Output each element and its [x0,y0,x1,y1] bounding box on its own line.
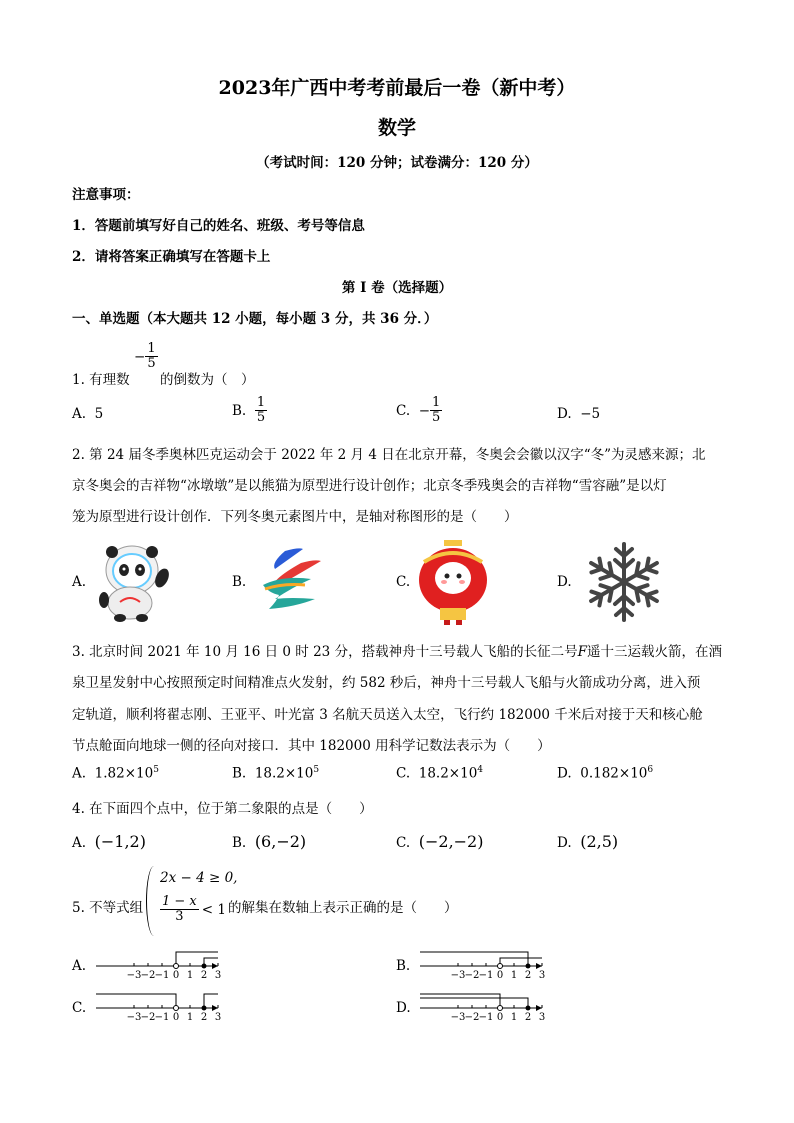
q3-option-d[interactable] [557,765,653,782]
solution-ray [96,994,176,1008]
tick-label: 3 [214,970,222,981]
q3-line-1-b: 遥十三运载火箭，在酒 [586,644,722,660]
part-title: 第 I 卷（选择题） [341,280,453,296]
q2-line-2: 京冬奥会的吉祥物“冰墩墩”是以熊猫为原型进行设计创作；北京冬季残奥会的吉祥物“雪容融”是以灯 [72,478,667,494]
q5-suffix: 的解集在数轴上表示正确的是（ ） [228,900,458,916]
q2-option-b-label[interactable]: B. [232,574,247,590]
q1-option-c-sign: − [418,402,431,419]
q4-option-b-label: B. [232,835,247,851]
notes-heading: 注意事项： [72,187,140,203]
q3-option-a-mantissa: 1.82×10 [94,765,154,782]
tick-label: 2 [200,1012,208,1023]
q1-option-a-value: 5 [94,406,104,422]
q3-option-c-mantissa: 18.2×10 [418,765,478,782]
solution-ray [500,958,542,966]
q5-brace [146,866,157,936]
tick-label: 3 [538,1012,546,1023]
q1-expression [134,342,158,371]
solution-ray [420,998,528,1008]
q4-option-c[interactable] [396,832,483,851]
note-item-2: 2．请将答案正确填写在答题卡上 [72,249,271,265]
exam-info: （考试时间：120 分钟；试卷满分：120 分） [256,155,538,171]
q4-option-a-value: (−1,2) [94,832,146,851]
q1-suffix: 的倒数为（ ） [160,372,255,388]
section-title: 一、单选题（本大题共 12 小题，每小题 3 分，共 36 分．） [72,311,438,327]
tick-label: 2 [524,1012,532,1023]
q3-option-c-exponent: 4 [477,765,484,775]
tick-label: −1 [478,1012,494,1023]
page-title: 2023年广西中考考前最后一卷（新中考） [218,77,576,99]
tick-label: −1 [154,970,170,981]
q4-option-a-label: A. [72,835,87,851]
tick-label: 0 [172,1012,180,1023]
q1-expr-sign: − [134,348,146,365]
q3-rocket-letter: F [577,644,587,660]
q5-inequality-2 [160,895,226,924]
tick-label: 1 [186,970,194,981]
q3-line-4: 节点舱面向地球一侧的径向对接口．其中 182000 用科学记数法表示为（ ） [72,738,551,754]
q3-option-d-label: D. [557,765,572,782]
q3-option-d-exponent: 6 [647,765,654,775]
q1-option-d[interactable] [557,406,600,422]
q5-option-b-label[interactable]: B. [396,958,411,974]
q4-option-a[interactable] [72,832,146,851]
q3-option-c-label: C. [396,765,411,782]
closed-point [202,1006,207,1011]
winter-olympics-emblem-image [255,545,333,617]
q4-option-d-label: D. [557,835,572,851]
q5-option-a-label[interactable]: A. [72,958,87,974]
q1-option-b-den: 5 [256,410,266,425]
q1-option-b-num: 1 [256,395,266,410]
open-point [174,1006,179,1011]
subject-title: 数学 [377,117,416,139]
shuey-rhon-rhon-image [414,538,492,626]
tick-label: −3 [450,1012,466,1023]
q5-ineq2-rel: < 1 [201,901,226,918]
q3-option-a[interactable] [72,765,159,782]
q4-option-b-value: (6,−2) [254,832,307,851]
axis-arrow [212,1005,218,1011]
tick-label: 0 [172,970,180,981]
q5-number-line-b [418,944,548,984]
q3-line-1 [72,640,722,660]
tick-label: −1 [154,1012,170,1023]
q1-option-b-label: B. [232,402,247,419]
q3-option-d-mantissa: 0.182×10 [580,765,648,782]
solution-ray [420,952,528,966]
solution-ray [176,952,218,966]
tick-label: 2 [524,970,532,981]
q3-option-a-label: A. [72,765,87,782]
open-point [174,964,179,969]
q5-prefix: 5. 不等式组 [72,900,144,916]
q3-option-c[interactable] [396,765,483,782]
q3-line-3: 定轨道，顺利将翟志刚、王亚平、叶光富 3 名航天员送入太空，飞行约 182000 千米后对接于天和核心舱 [72,707,703,723]
tick-label: 1 [510,1012,518,1023]
q3-line-1-a: 3. 北京时间 2021 年 10 月 16 日 0 时 23 分，搭载神舟十三号载人飞船的长征二号 [72,644,578,660]
q3-option-b-label: B. [232,765,247,782]
closed-point [526,1006,531,1011]
q4-option-c-value: (−2,−2) [418,832,484,851]
axis-arrow [536,963,542,969]
tick-label: −3 [126,1012,142,1023]
q1-prefix: 1. 有理数 [72,372,130,388]
q4-option-d[interactable] [557,832,618,851]
q1-option-c-label: C. [396,402,411,419]
q1-option-c-num: 1 [432,395,441,410]
q3-option-b-mantissa: 18.2×10 [254,765,314,782]
open-point [498,1006,503,1011]
tick-label: −2 [140,1012,156,1023]
tick-label: 1 [510,970,518,981]
q3-option-b-exponent: 5 [313,765,320,775]
axis-arrow [536,1005,542,1011]
q4-option-b[interactable] [232,832,306,851]
q3-option-b[interactable] [232,765,319,782]
q2-line-3: 笼为原型进行设计创作．下列冬奥元素图片中，是轴对称图形的是（ ） [72,509,518,525]
solution-ray [420,994,500,1008]
q4-stem: 4. 在下面四个点中，位于第二象限的点是（ ） [72,801,373,817]
q1-expr-num: 1 [147,341,156,356]
tick-label: 0 [496,1012,504,1023]
q2-option-d-label[interactable]: D. [557,574,572,590]
q1-option-c-den: 5 [432,410,441,425]
q1-option-a-label: A. [72,406,87,422]
bing-dwen-dwen-image [90,540,178,622]
q5-number-line-d [418,986,548,1026]
tick-label: 1 [186,1012,194,1023]
tick-label: 3 [214,1012,222,1023]
tick-label: 3 [538,970,546,981]
snowflake-image [576,540,672,624]
q2-option-a-label[interactable]: A. [72,574,87,590]
tick-label: −2 [464,1012,480,1023]
open-point [498,964,503,969]
note-item-1: 1．答题前填写好自己的姓名、班级、考号等信息 [72,218,365,234]
tick-label: −3 [450,970,466,981]
q5-option-d-label[interactable]: D. [396,1000,411,1016]
q1-option-c[interactable] [396,396,442,425]
q1-option-d-label: D. [557,406,572,422]
q5-ineq2-num: 1 − x [162,894,197,909]
q1-option-d-value: −5 [580,406,601,422]
q2-option-c-label[interactable]: C. [396,574,411,590]
q4-option-d-value: (2,5) [580,832,619,851]
closed-point [202,964,207,969]
tick-label: 0 [496,970,504,981]
q4-option-c-label: C. [396,835,411,851]
solution-ray [204,994,218,1008]
axis-arrow [212,963,218,969]
q1-option-b[interactable] [232,396,267,425]
tick-label: −3 [126,970,142,981]
tick-label: −2 [140,970,156,981]
q5-option-c-label[interactable]: C. [72,1000,87,1016]
q5-ineq2-den: 3 [175,909,184,924]
tick-label: −2 [464,970,480,981]
q1-option-a[interactable] [72,406,103,422]
tick-label: 2 [200,970,208,981]
tick-label: −1 [478,970,494,981]
q2-line-1: 2. 第 24 届冬季奥林匹克运动会于 2022 年 2 月 4 日在北京开幕，冬奥会会徽以汉字“冬”为灵感来源；北 [72,447,706,463]
q1-expr-den: 5 [147,356,156,371]
q5-inequality-1: 2x − 4 ≥ 0, [160,870,238,886]
q3-option-a-exponent: 5 [153,765,159,775]
q3-line-2: 泉卫星发射中心按照预定时间精准点火发射，约 582 秒后，神舟十三号载人飞船与火箭成功分离，进入预 [72,675,701,691]
q5-number-line-a [94,944,224,984]
closed-point [526,964,531,969]
q5-number-line-c [94,986,224,1026]
